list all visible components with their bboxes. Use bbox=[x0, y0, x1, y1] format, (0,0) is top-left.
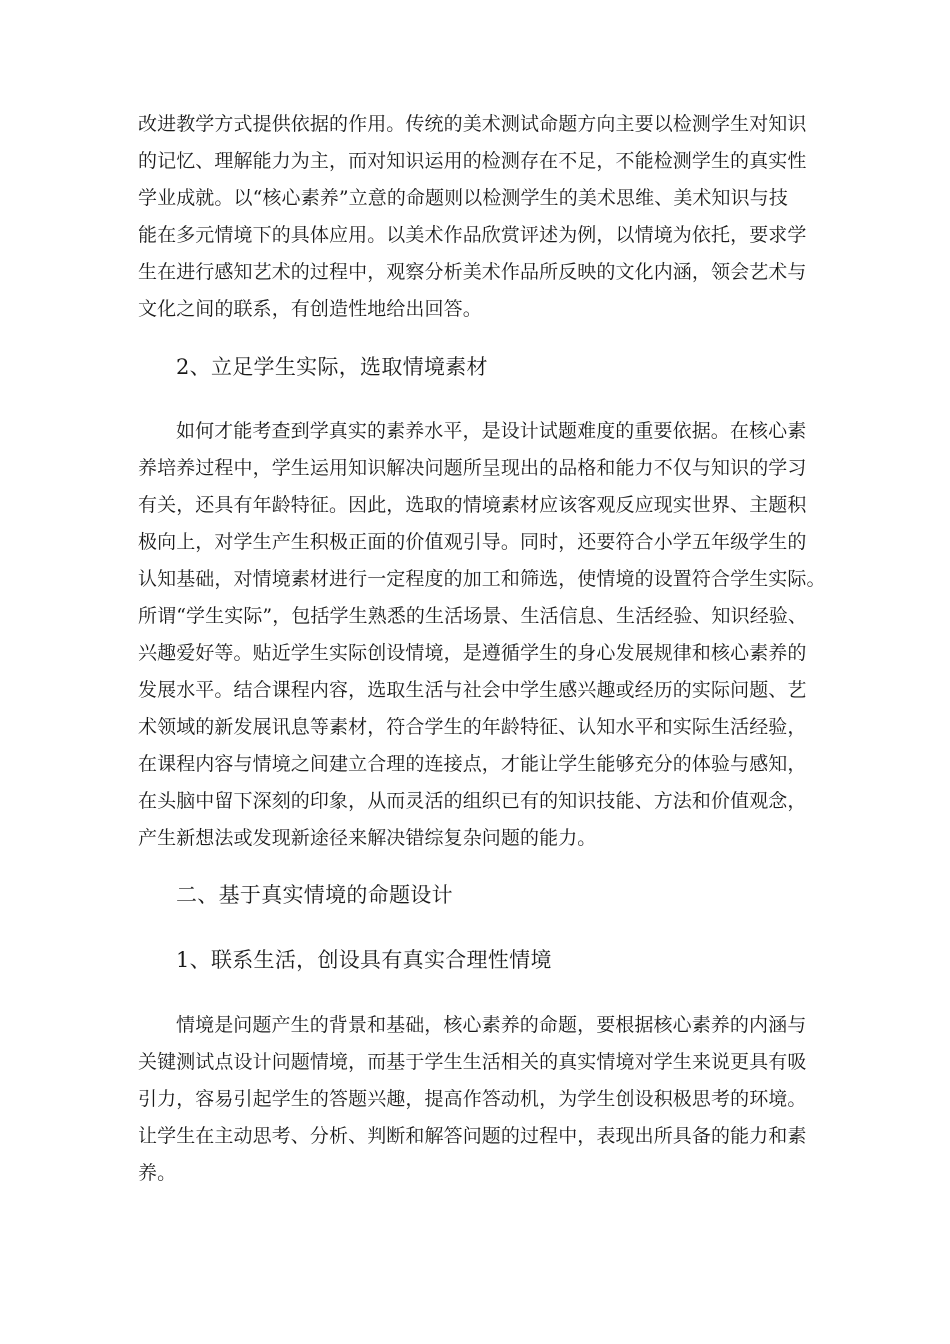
paragraph-line: 生在进行感知艺术的过程中，观察分析美术作品所反映的文化内涵，领会艺术与 bbox=[138, 261, 807, 283]
subsection-heading: 1、联系生活，创设具有真实合理性情境 bbox=[176, 948, 552, 972]
paragraph-line: 如何才能考查到学真实的素养水平，是设计试题难度的重要依据。在核心素 bbox=[176, 420, 807, 442]
paragraph-line: 改进教学方式提供依据的作用。传统的美术测试命题方向主要以检测学生对知识 bbox=[138, 113, 807, 135]
paragraph-line: 在课程内容与情境之间建立合理的连接点，才能让学生能够充分的体验与感知， bbox=[138, 753, 807, 775]
paragraph-line: 术领域的新发展讯息等素材，符合学生的年龄特征、认知水平和实际生活经验， bbox=[138, 716, 807, 738]
section-heading: 二、基于真实情境的命题设计 bbox=[176, 883, 453, 907]
paragraph-line: 有关，还具有年龄特征。因此，选取的情境素材应该客观反应现实世界、主题积 bbox=[138, 494, 807, 516]
paragraph-line: 产生新想法或发现新途径来解决错综复杂问题的能力。 bbox=[138, 827, 597, 849]
paragraph-line: 养培养过程中，学生运用知识解决问题所呈现出的品格和能力不仅与知识的学习 bbox=[138, 457, 807, 479]
paragraph-line: 学业成就。以“核心素养”立意的命题则以检测学生的美术思维、美术知识与技 bbox=[138, 187, 788, 209]
paragraph-line: 关键测试点设计问题情境，而基于学生生活相关的真实情境对学生来说更具有吸 bbox=[138, 1051, 807, 1073]
paragraph-line: 的记忆、理解能力为主，而对知识运用的检测存在不足，不能检测学生的真实性 bbox=[138, 150, 807, 172]
paragraph-line: 能在多元情境下的具体应用。以美术作品欣赏评述为例，以情境为依托，要求学 bbox=[138, 224, 807, 246]
paragraph-line: 兴趣爱好等。贴近学生实际创设情境，是遵循学生的身心发展规律和核心素养的 bbox=[138, 642, 807, 664]
paragraph-line: 引力，容易引起学生的答题兴趣，提高作答动机，为学生创设积极思考的环境。 bbox=[138, 1088, 807, 1110]
paragraph-line: 让学生在主动思考、分析、判断和解答问题的过程中，表现出所具备的能力和素 bbox=[138, 1125, 807, 1147]
paragraph-line: 情境是问题产生的背景和基础，核心素养的命题，要根据核心素养的内涵与 bbox=[176, 1014, 807, 1036]
paragraph-line: 所谓“学生实际”，包括学生熟悉的生活场景、生活信息、生活经验、知识经验、 bbox=[138, 605, 808, 627]
paragraph-line: 在头脑中留下深刻的印象，从而灵活的组织已有的知识技能、方法和价值观念， bbox=[138, 790, 807, 812]
paragraph-line: 养。 bbox=[138, 1162, 177, 1184]
section-heading: 2、立足学生实际，选取情境素材 bbox=[176, 355, 488, 379]
paragraph-line: 认知基础，对情境素材进行一定程度的加工和筛选，使情境的设置符合学生实际。 bbox=[138, 568, 826, 590]
paragraph-line: 发展水平。结合课程内容，选取生活与社会中学生感兴趣或经历的实际问题、艺 bbox=[138, 679, 807, 701]
paragraph-line: 文化之间的联系，有创造性地给出回答。 bbox=[138, 298, 482, 320]
paragraph-line: 极向上，对学生产生积极正面的价值观引导。同时，还要符合小学五年级学生的 bbox=[138, 531, 807, 553]
